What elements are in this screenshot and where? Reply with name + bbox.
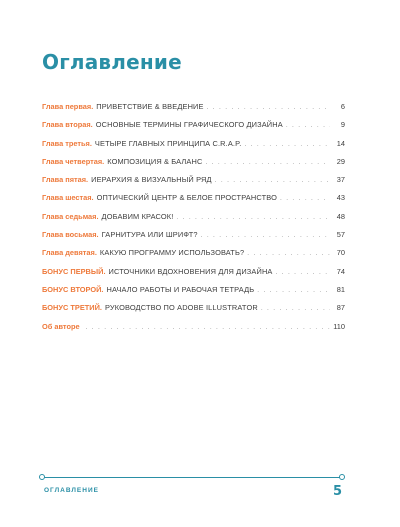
toc-entry-title: ДОБАВИМ КРАСОК! (101, 211, 174, 221)
divider-end-dot-icon (339, 474, 345, 480)
dot-leader (286, 122, 330, 129)
dot-leader (205, 159, 330, 166)
dot-leader (244, 141, 330, 148)
footer-divider (44, 477, 341, 478)
dot-leader (276, 269, 330, 276)
toc-entry-page-number: 110 (333, 321, 345, 331)
toc-entry-page-number: 81 (336, 284, 345, 294)
toc-entry-page-number: 6 (340, 102, 345, 111)
toc-entry-page-number: 57 (336, 230, 345, 240)
toc-entry-chapter-1[interactable] (42, 102, 345, 120)
toc-entry-page-number: 14 (336, 138, 345, 148)
toc-entry-title: ОПТИЧЕСКИЙ ЦЕНТР & БЕЛОЕ ПРОСТРАНСТВО (96, 193, 277, 203)
toc-entry-label: БОНУС ТРЕТИЙ. (42, 303, 102, 313)
toc-entry-label: Глава шестая. (42, 193, 94, 203)
toc-entry-label: Глава восьмая. (42, 230, 99, 240)
toc-entry-label: Глава вторая. (42, 120, 93, 130)
toc-entry-chapter-2[interactable] (42, 120, 345, 138)
toc-entry-chapter-8[interactable] (42, 230, 345, 248)
toc-entry-title: ГАРНИТУРА ИЛИ ШРИФТ? (101, 230, 198, 240)
dot-leader (280, 195, 330, 202)
toc-entry-title: ИЕРАРХИЯ & ВИЗУАЛЬНЫЙ РЯД (91, 175, 212, 185)
page-title: Оглавление (42, 50, 182, 74)
toc-entry-title: КОМПОЗИЦИЯ & БАЛАНС (107, 156, 203, 166)
toc-entry-chapter-6[interactable] (42, 193, 345, 211)
page-number: 5 (333, 484, 343, 499)
dot-leader (257, 287, 330, 294)
toc-entry-bonus-2[interactable] (42, 285, 345, 303)
toc-entry-label: Глава первая. (42, 102, 94, 111)
toc-entry-bonus-1[interactable] (42, 267, 345, 285)
toc-entry-title: ПРИВЕТСТВИЕ & ВВЕДЕНИЕ (96, 102, 204, 111)
toc-entry-label: Глава пятая. (42, 175, 89, 185)
toc-entry-page-number: 29 (336, 156, 345, 166)
table-of-contents (42, 102, 345, 340)
dot-leader (215, 177, 330, 184)
toc-entry-title: ЧЕТЫРЕ ГЛАВНЫХ ПРИНЦИПА C.R.A.P. (94, 138, 242, 148)
toc-entry-title: НАЧАЛО РАБОТЫ И РАБОЧАЯ ТЕТРАДЬ (106, 284, 255, 294)
toc-entry-label: Глава девятая. (42, 248, 97, 258)
toc-entry-page-number: 37 (336, 175, 345, 185)
toc-entry-label: Глава третья. (42, 138, 92, 148)
toc-entry-page-number: 43 (336, 193, 345, 203)
dot-leader (176, 214, 330, 221)
toc-entry-page-number: 87 (336, 303, 345, 313)
toc-entry-title: КАКУЮ ПРОГРАММУ ИСПОЛЬЗОВАТЬ? (99, 248, 245, 258)
toc-entry-label: Глава четвертая. (42, 156, 105, 166)
toc-entry-about-author[interactable] (42, 322, 345, 340)
toc-entry-title: ИСТОЧНИКИ ВДОХНОВЕНИЯ ДЛЯ ДИЗАЙНА (108, 266, 273, 276)
toc-entry-chapter-4[interactable] (42, 157, 345, 175)
divider-end-dot-icon (39, 474, 45, 480)
dot-leader (247, 250, 330, 257)
toc-entry-label: Глава седьмая. (42, 211, 99, 221)
toc-entry-chapter-5[interactable] (42, 175, 345, 193)
toc-entry-title: РУКОВОДСТВО ПО ADOBE ILLUSTRATOR (104, 303, 258, 313)
dot-leader (86, 324, 330, 331)
toc-entry-title: ОСНОВНЫЕ ТЕРМИНЫ ГРАФИЧЕСКОГО ДИЗАЙНА (95, 120, 283, 130)
toc-entry-bonus-3[interactable] (42, 303, 345, 321)
dot-leader (201, 232, 330, 239)
toc-entry-page-number: 74 (336, 266, 345, 276)
toc-entry-label: БОНУС ПЕРВЫЙ. (42, 266, 106, 276)
toc-entry-chapter-9[interactable] (42, 248, 345, 266)
toc-entry-page-number: 70 (336, 248, 345, 258)
dot-leader (207, 104, 330, 111)
toc-entry-label: Об авторе (42, 321, 80, 331)
toc-entry-label: БОНУС ВТОРОЙ. (42, 284, 104, 294)
toc-entry-page-number: 9 (340, 120, 345, 130)
running-footer-label: ОГЛАВЛЕНИЕ (44, 487, 99, 494)
toc-entry-chapter-7[interactable] (42, 212, 345, 230)
toc-entry-chapter-3[interactable] (42, 139, 345, 157)
toc-entry-page-number: 48 (336, 211, 345, 221)
dot-leader (261, 305, 330, 312)
